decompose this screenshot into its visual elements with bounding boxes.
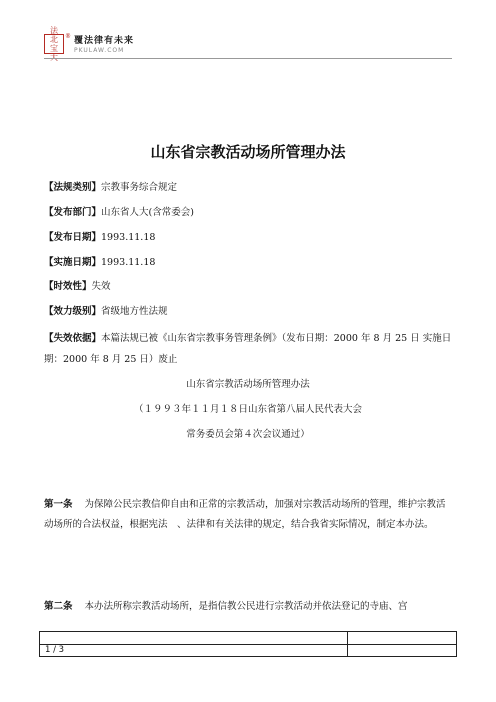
adoption-line-2: 常务委员会第４次会议通过） — [186, 429, 310, 440]
brand-url: PKULAW.COM — [74, 47, 125, 54]
seal-char: 法 — [50, 25, 58, 35]
registered-icon: ® — [65, 33, 71, 40]
header-divider — [44, 58, 452, 59]
meta-category: 【法规类别】宗教事务综合规定 — [44, 182, 178, 193]
footer-row-divider — [40, 644, 456, 645]
document-title: 山东省宗教活动场所管理办法 — [150, 143, 346, 161]
seal-char: 宝 — [50, 43, 58, 53]
footer-col-divider — [347, 632, 348, 656]
meta-level: 【效力级别】省级地方性法规 — [44, 306, 168, 317]
meta-effective-date: 【实施日期】1993.11.18 — [44, 257, 156, 268]
seal-char: 北 — [50, 34, 58, 44]
brand-slogan: 覆法律有未来 — [74, 36, 135, 46]
page-footer — [39, 631, 457, 657]
article-2: 第二条 本办法所称宗教活动场所，是指信教公民进行宗教活动并依法登记的寺庙、宫 — [44, 601, 408, 612]
adoption-line-1: （１９９３年１１月１８日山东省第八届人民代表大会 — [133, 404, 362, 415]
seal-char: 大 — [50, 52, 58, 62]
meta-publish-date: 【发布日期】1993.11.18 — [44, 232, 156, 243]
meta-department: 【发布部门】山东省人大(含常委会) — [44, 207, 194, 218]
page-number: 1 / 3 — [45, 645, 65, 655]
logo-seal-icon — [44, 25, 64, 62]
meta-validity: 【时效性】失效 — [44, 281, 111, 292]
pkulaw-logo — [44, 25, 135, 62]
article-1: 第一条 为保障公民宗教信仰自由和正常的宗教活动，加强对宗教活动场所的管理，维护宗教活动场所的合法权益，根据宪法 、法律和有关法律的规定，结合我省实际情况，制定本办法。 — [44, 499, 446, 530]
subtitle: 山东省宗教活动场所管理办法 — [186, 379, 310, 390]
meta-invalidation-basis: 【失效依据】本篇法规已被《山东省宗教事务管理条例》（发布日期：2000 年 8 月 25 日 实施日期：2000 年 8 月 25 日）废止 — [44, 333, 452, 365]
